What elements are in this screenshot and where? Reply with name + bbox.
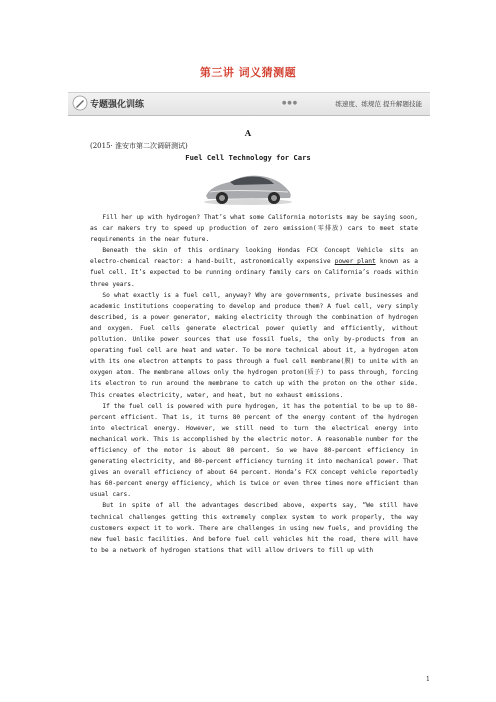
paragraph-4: If the fuel cell is powered with pure hydrogen, it has the potential to be up to 80-percent efficient. That is, it turns 80 percent of the energy content of the hydrogen into electrical energy. However, we still need to turn the electrical energy into mechanical work. This is accomplished by the electric motor. A reasonable number for the efficiency of the motor is about 80 percent. So we have 80-percent efficiency in generating electricity, and 80-percent efficiency turning it into mechanical power. That gives an overall efficiency of about 64 percent. Honda’s FCX concept vehicle reportedly has 60-percent energy efficiency, which is twice or even three times more efficient than usual cars. bbox=[90, 402, 418, 499]
article-body bbox=[90, 212, 418, 556]
section-banner bbox=[68, 92, 430, 116]
paragraph-2-before: Beneath the skin of this ordinary looking Hondas FCX Concept Vehicle sits an electro-chemical reactor: a hand-built, astronomically expensive bbox=[90, 247, 418, 266]
underlined-term: power_plant bbox=[334, 258, 376, 266]
paragraph-2 bbox=[90, 245, 418, 289]
banner-subtitle: 练速度、练规范 提升解题技能 bbox=[335, 100, 422, 108]
paragraph-1: Fill her up with hydrogen? That’s what some California motorists may be saying soon, as car makers try to speed up production of zero emission(零排放) cars to meet state requirements in the near future. bbox=[90, 214, 418, 244]
source-line: (2015· 淮安市第二次调研测试) bbox=[90, 142, 188, 150]
banner-label: 专题强化训练 bbox=[90, 100, 145, 110]
page-title: 第三讲 词义猜测题 bbox=[199, 66, 297, 79]
banner-dots: ●●● bbox=[282, 100, 299, 106]
paragraph-2-after: known as a fuel cell. It’s expected to be running ordinary family cars on California’s roads within three years. bbox=[90, 258, 418, 288]
section-heading: A bbox=[244, 128, 252, 138]
paragraph-3: So what exactly is a fuel cell, anyway? Why are governments, private businesses and academic institutions cooperating to develop and produce them? A fuel cell, very simply described, is a power generator, making electricity through the combination of hydrogen and oxygen. Fuel cells generate electrical power quietly and efficiently, without pollution. Unlike power sources that use fossil fuels, the only by-products from an operating fuel cell are heat and water. To be more technical about it, a hydrogen atom with its one electron attempts to pass through a fuel cell membrane(膜) to unite with an oxygen atom. The membrane allows only the hydrogen proton(质子) to pass through, forcing its electron to run around the membrane to catch up with the proton on the other side. This creates electricity, water, and heat, but no exhaust emissions. bbox=[90, 291, 418, 399]
article-title: Fuel Cell Technology for Cars bbox=[185, 153, 311, 162]
car-image bbox=[200, 162, 296, 208]
paragraph-5: But in spite of all the advantages described above, experts say, “We still have technical challenges getting this extremely complex system to work properly, the way customers expect it to work. There are challenges in using new fuels, and providing the new fuel basic facilities. And before fuel cell vehicles hit the road, there will have to be a network of hydrogen stations that will allow drivers to fill up with bbox=[90, 502, 418, 554]
pen-icon bbox=[72, 95, 88, 111]
page-number: 1 bbox=[426, 676, 430, 683]
